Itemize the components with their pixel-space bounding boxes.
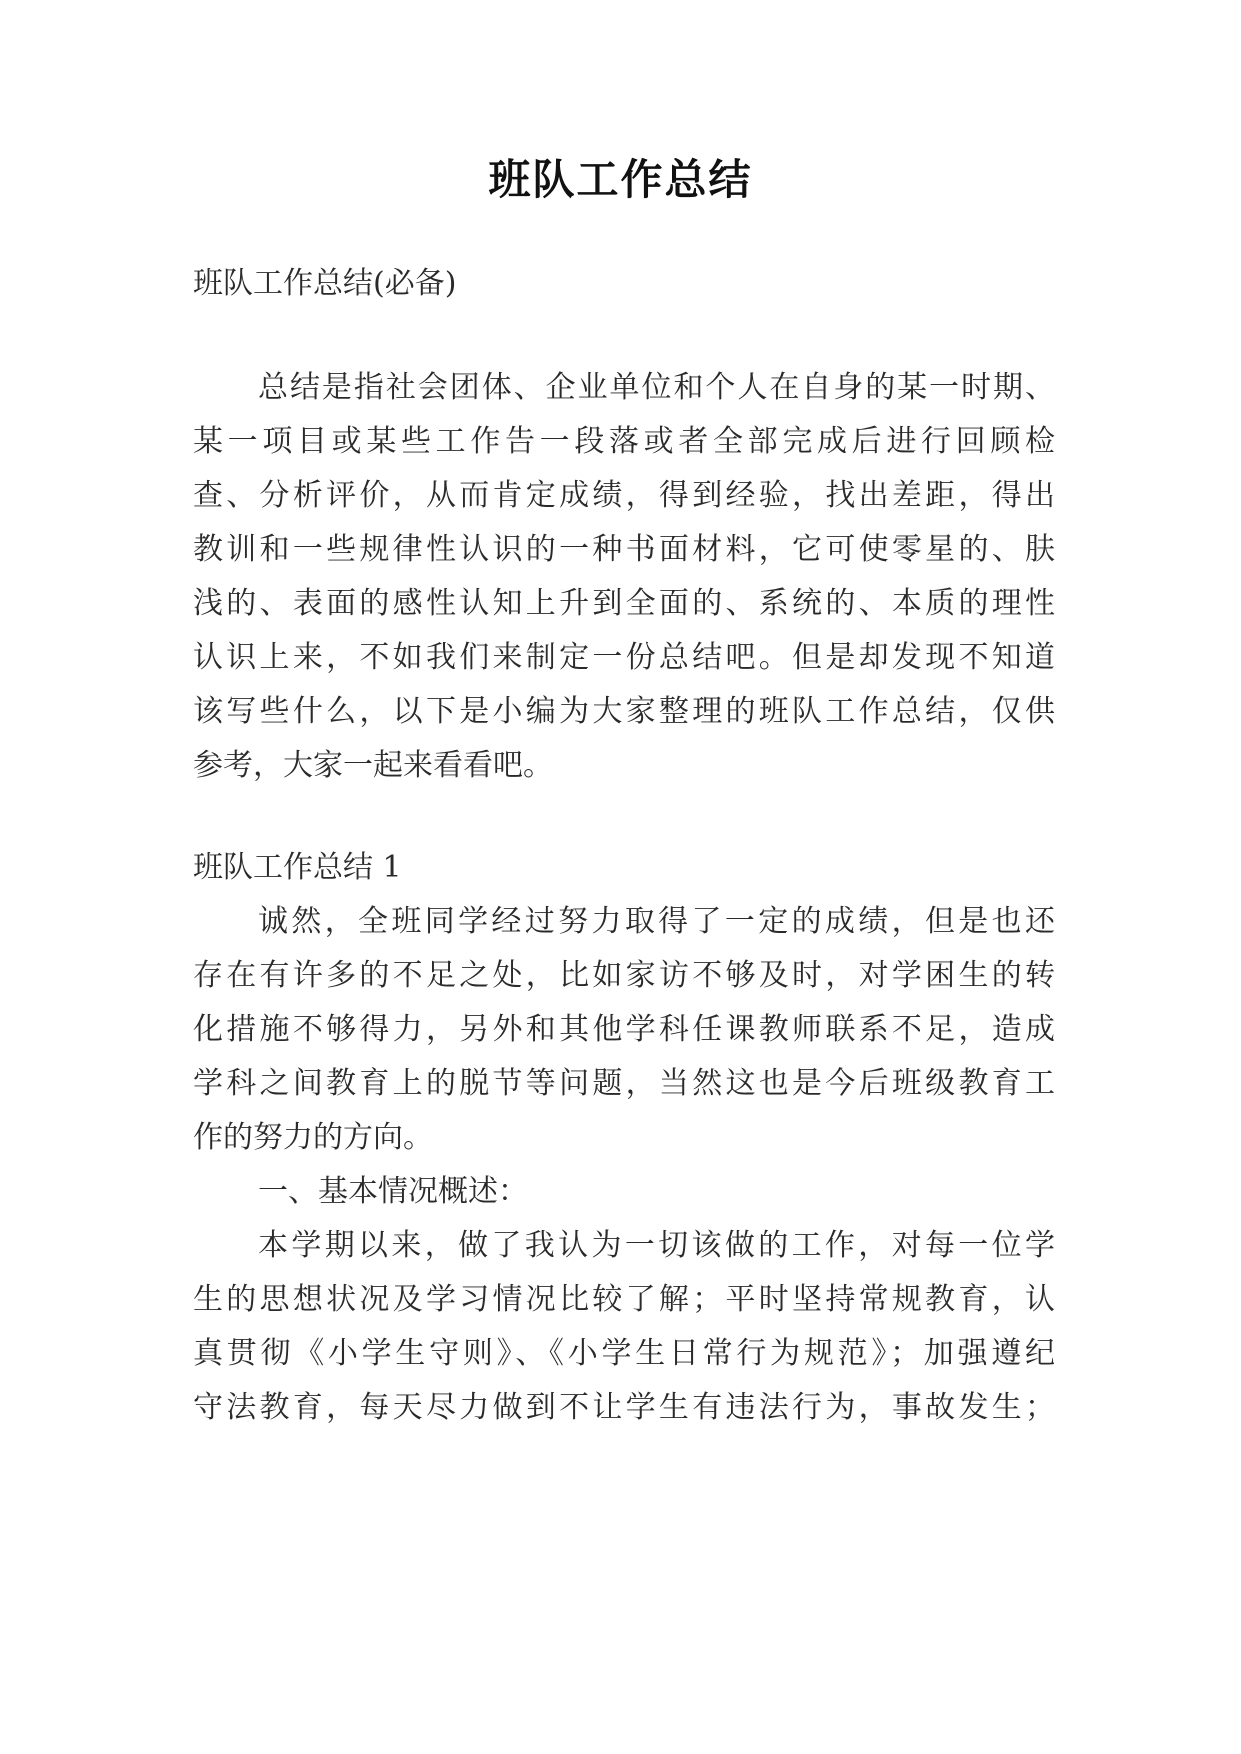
intro-line: 浅的、表面的感性认知上升到全面的、系统的、本质的理性 [193,586,1055,621]
intro-line: 总结是指社会团体、企业单位和个人在自身的某一时期、 [258,370,1055,405]
section-subheading: 一、基本情况概述： [258,1174,528,1209]
intro-line: 参考，大家一起来看看吧。 [193,748,553,783]
paragraph-line: 存在有许多的不足之处，比如家访不够及时，对学困生的转 [193,958,1055,993]
intro-line: 某一项目或某些工作告一段落或者全部完成后进行回顾检 [193,424,1055,459]
intro-line: 该写些什么，以下是小编为大家整理的班队工作总结，仅供 [193,694,1055,729]
intro-line: 认识上来，不如我们来制定一份总结吧。但是却发现不知道 [193,640,1055,675]
intro-line: 查、分析评价，从而肯定成绩，得到经验，找出差距，得出 [193,478,1055,513]
paragraph-line: 化措施不够得力，另外和其他学科任课教师联系不足，造成 [193,1012,1055,1047]
paragraph-line: 本学期以来，做了我认为一切该做的工作，对每一位学 [258,1228,1055,1263]
paragraph-line: 学科之间教育上的脱节等问题，当然这也是今后班级教育工 [193,1066,1055,1101]
section-heading: 班队工作总结 1 [193,850,402,885]
paragraph-line: 生的思想状况及学习情况比较了解；平时坚持常规教育，认 [193,1282,1055,1317]
intro-line: 教训和一些规律性认识的一种书面材料，它可使零星的、肤 [193,532,1055,567]
paragraph-line: 真贯彻《小学生守则》、《小学生日常行为规范》；加强遵纪 [193,1336,1055,1371]
paragraph-line: 作的努力的方向。 [193,1120,433,1155]
document-title: 班队工作总结 [488,155,753,204]
paragraph-line: 守法教育，每天尽力做到不让学生有违法行为，事故发生； [193,1390,1055,1425]
paragraph-line: 诚然，全班同学经过努力取得了一定的成绩，但是也还 [258,904,1055,939]
document-subtitle: 班队工作总结(必备) [193,266,457,301]
